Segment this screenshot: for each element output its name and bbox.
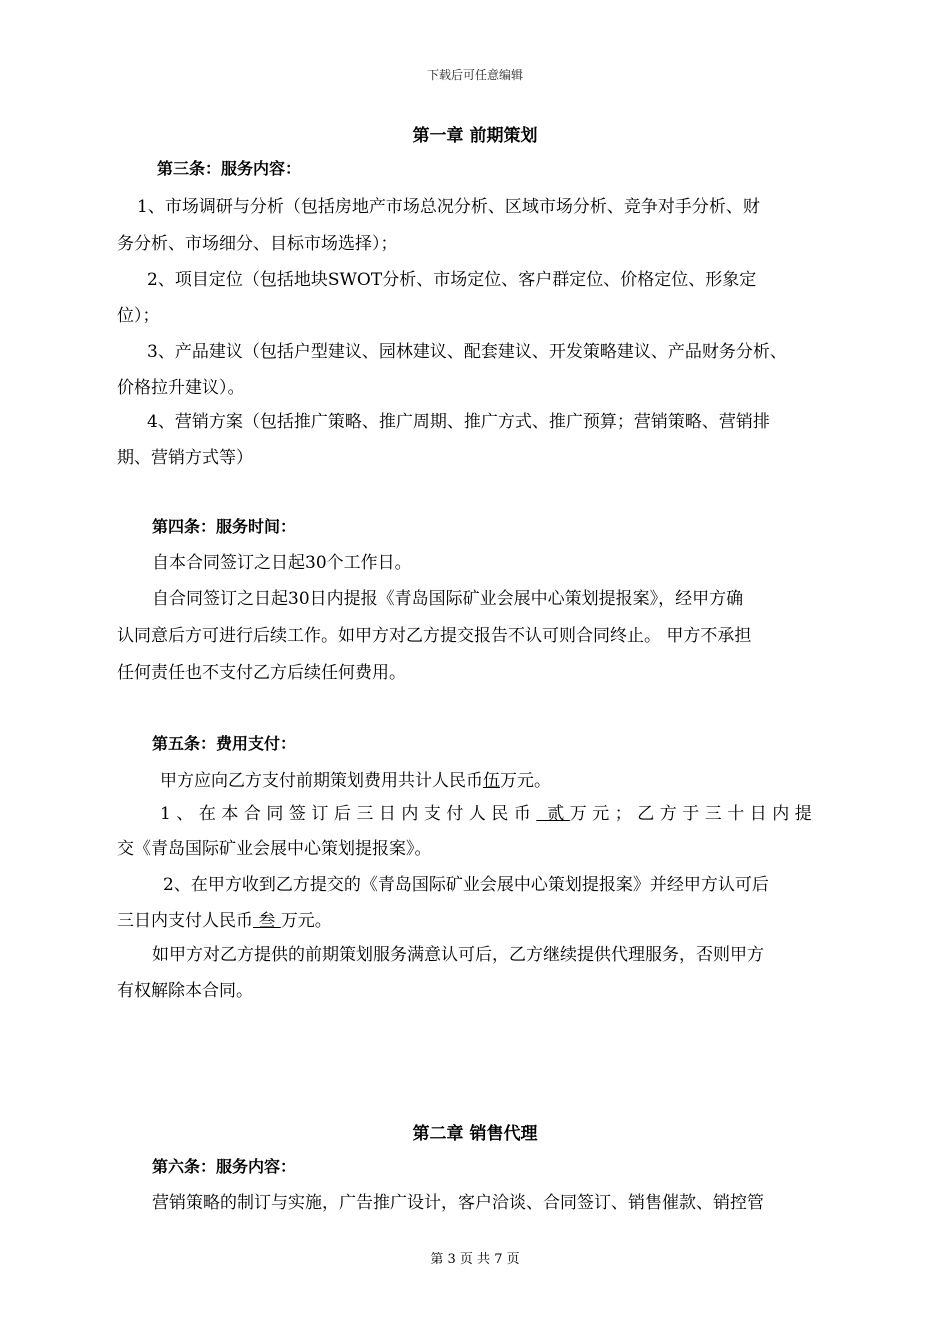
article-4-paragraph-2-line-2: 认同意后方可进行后续工作。如甲方对乙方提交报告不认可则合同终止。 甲方不承担 xyxy=(117,626,752,646)
article-3-item-4-line-2: 期、营销方式等） xyxy=(117,448,253,468)
article-5-paragraph-2-text: 1、在本合同签订后三日内支付人民币 xyxy=(160,804,537,824)
article-3-item-3-line-2: 价格拉升建议）。 xyxy=(117,378,245,398)
article-5-paragraph-3-line-1: 2、在甲方收到乙方提交的《青岛国际矿业会展中心策划提报案》并经甲方认可后 xyxy=(163,875,769,895)
article-3-item-3-line-1: 3、产品建议（包括户型建议、园林建议、配套建议、开发策略建议、产品财务分析、 xyxy=(147,342,787,362)
article-5-paragraph-1 xyxy=(160,766,850,791)
article-4-paragraph-2-line-3: 任何责任也不支付乙方后续任何费用。 xyxy=(117,663,406,683)
article-5-paragraph-1-text: 甲方应向乙方支付前期策划费用共计人民币 xyxy=(160,771,483,791)
article-5-heading: 第五条：费用支付： xyxy=(152,734,297,753)
preliminary-fee-amount: 伍 xyxy=(483,771,500,791)
first-payment-amount: 贰 xyxy=(536,804,570,824)
article-3-item-4-line-1: 4、营销方案（包括推广策略、推广周期、推广方式、推广预算；营销策略、营销排 xyxy=(147,412,770,432)
article-4-paragraph-2-line-1: 自合同签订之日起30日内提报《青岛国际矿业会展中心策划提报案》，经甲方确 xyxy=(152,589,744,609)
article-3-item-2-line-2: 位）； xyxy=(117,306,160,326)
article-5-paragraph-3-text: 三日内支付人民币 xyxy=(117,911,253,931)
article-3-item-1-line-1: 1、市场调研与分析（包括房地产市场总况分析、区域市场分析、竞争对手分析、财 xyxy=(137,197,760,217)
article-5-paragraph-3-unit: 万元。 xyxy=(280,911,332,931)
article-5-paragraph-1-unit: 万元。 xyxy=(500,771,551,791)
article-5-paragraph-2-rest: 万元；乙方于三十日内提 xyxy=(569,804,818,824)
article-5-paragraph-4-line-2: 有权解除本合同。 xyxy=(117,981,253,1001)
article-4-paragraph-1: 自本合同签订之日起30个工作日。 xyxy=(152,553,412,573)
article-4-heading: 第四条：服务时间： xyxy=(152,517,297,536)
article-5-paragraph-2-line-1 xyxy=(160,799,850,824)
second-payment-amount: 叁 xyxy=(253,911,281,931)
page-header: 下载后可任意编辑 xyxy=(426,68,523,82)
chapter-1-title: 第一章 前期策划 xyxy=(412,126,538,146)
article-3-item-2-line-1: 2、项目定位（包括地块SWOT分析、市场定位、客户群定位、价格定位、形象定 xyxy=(147,270,757,290)
article-5-paragraph-3-line-2 xyxy=(117,906,847,931)
article-3-item-1-line-2: 务分析、市场细分、目标市场选择）； xyxy=(117,234,398,254)
article-5-paragraph-2-line-2: 交《青岛国际矿业会展中心策划提报案》。 xyxy=(117,839,432,859)
chapter-2-title: 第二章 销售代理 xyxy=(412,1124,538,1144)
page-footer: 第 3 页 共 7 页 xyxy=(430,1252,520,1267)
article-6-heading: 第六条：服务内容： xyxy=(152,1157,297,1176)
article-6-paragraph-1-line-1: 营销策略的制订与实施，广告推广设计，客户洽谈、合同签订、销售催款、销控管 xyxy=(152,1193,764,1213)
article-5-paragraph-4-line-1: 如甲方对乙方提供的前期策划服务满意认可后，乙方继续提供代理服务，否则甲方 xyxy=(152,945,764,965)
article-3-heading: 第三条：服务内容： xyxy=(157,159,302,178)
